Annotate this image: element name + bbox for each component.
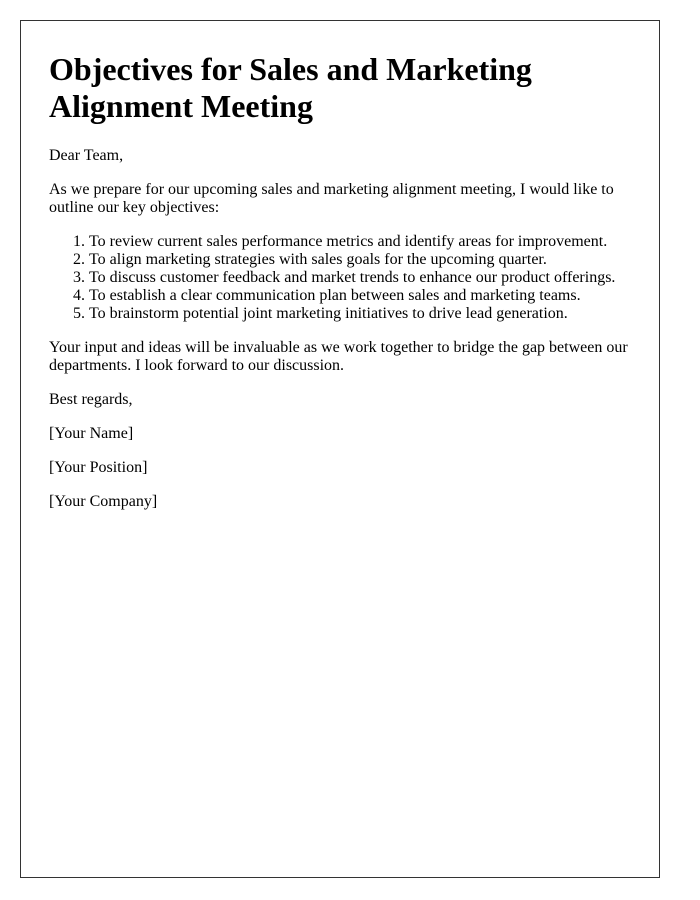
objective-item: 5. To brainstorm potential joint marketing initiatives to drive lead generation.	[89, 305, 631, 323]
letter-greeting: Dear Team,	[49, 147, 124, 164]
letter-title: Objectives for Sales and Marketing Alignment Meeting	[49, 51, 532, 124]
objective-item: 2. To align marketing strategies with sales goals for the upcoming quarter.	[89, 251, 631, 269]
letter-intro: As we prepare for our upcoming sales and marketing alignment meeting, I would like to outline our key objectives:	[49, 181, 614, 216]
objective-item: 4. To establish a clear communication plan between sales and marketing teams.	[89, 287, 631, 305]
objective-item: 3. To discuss customer feedback and market trends to enhance our product offerings.	[89, 269, 631, 287]
sign-off: Best regards,	[49, 391, 133, 408]
signature-company: [Your Company]	[49, 493, 158, 510]
letter-page	[20, 20, 660, 878]
signature-position: [Your Position]	[49, 459, 148, 476]
objectives-list	[49, 233, 631, 323]
closing-paragraph: Your input and ideas will be invaluable as we work together to bridge the gap between our departments. I look forward to our discussion.	[49, 339, 628, 374]
objective-item: 1. To review current sales performance metrics and identify areas for improvement.	[89, 233, 631, 251]
signature-name: [Your Name]	[49, 425, 134, 442]
